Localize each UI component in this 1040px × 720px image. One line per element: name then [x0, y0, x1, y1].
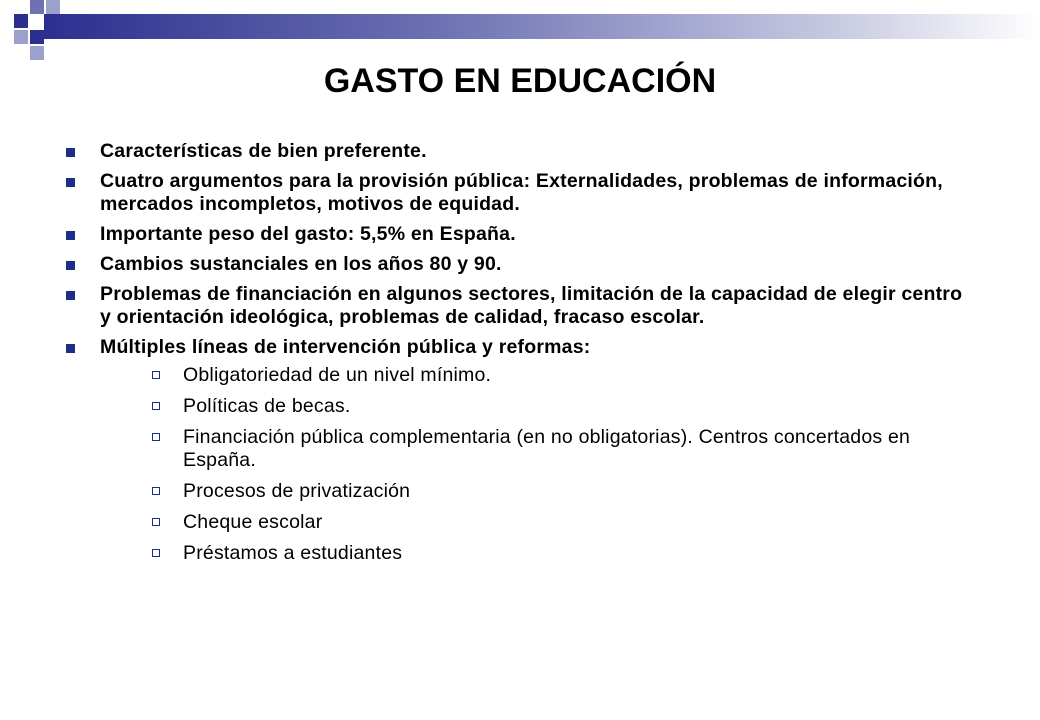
- bullet-text: Múltiples líneas de intervención pública y reformas:: [100, 336, 591, 358]
- decor-square: [14, 14, 28, 28]
- bullet-text: Cuatro argumentos para la provisión pública: Externalidades, problemas de información, mercados incompletos, motivos de equidad.: [100, 170, 943, 215]
- bullet-text: Importante peso del gasto: 5,5% en España.: [100, 223, 516, 245]
- decor-gradient-bar: [44, 14, 1040, 39]
- hollow-square-bullet-icon: [152, 371, 160, 379]
- list-item: [60, 170, 970, 216]
- list-item: [60, 223, 970, 246]
- hollow-square-bullet-icon: [152, 487, 160, 495]
- decor-square: [30, 46, 44, 60]
- sub-bullet-list: [100, 364, 970, 565]
- sub-bullet-text: Financiación pública complementaria (en no obligatorias). Centros concertados en España.: [183, 426, 911, 471]
- hollow-square-bullet-icon: [152, 518, 160, 526]
- sub-bullet-text: Cheque escolar: [183, 511, 323, 533]
- square-bullet-icon: [66, 231, 75, 240]
- slide-title: GASTO EN EDUCACIÓN: [323, 62, 717, 100]
- decor-square: [14, 30, 28, 44]
- square-bullet-icon: [66, 178, 75, 187]
- bullet-list: [60, 140, 970, 565]
- sub-list-item: [140, 395, 970, 418]
- hollow-square-bullet-icon: [152, 402, 160, 410]
- bullet-text: Problemas de financiación en algunos sectores, limitación de la capacidad de elegir centro y orientación ideológica, problemas de calidad, fracaso escolar.: [100, 283, 963, 328]
- bullet-text: Características de bien preferente.: [100, 140, 427, 162]
- list-item: [60, 140, 970, 163]
- decor-square: [30, 30, 44, 44]
- sub-list-item: [140, 542, 970, 565]
- header-decoration: [0, 0, 1040, 60]
- square-bullet-icon: [66, 344, 75, 353]
- decor-square: [46, 0, 60, 14]
- list-item: [60, 283, 970, 329]
- hollow-square-bullet-icon: [152, 549, 160, 557]
- sub-bullet-text: Procesos de privatización: [183, 480, 411, 502]
- square-bullet-icon: [66, 261, 75, 270]
- sub-list-item: [140, 426, 970, 472]
- sub-bullet-text: Obligatoriedad de un nivel mínimo.: [183, 364, 492, 386]
- sub-bullet-text: Políticas de becas.: [183, 395, 351, 417]
- slide-body: [60, 140, 970, 573]
- list-item: [60, 253, 970, 276]
- square-bullet-icon: [66, 291, 75, 300]
- hollow-square-bullet-icon: [152, 433, 160, 441]
- list-item: [60, 336, 970, 565]
- square-bullet-icon: [66, 148, 75, 157]
- bullet-text: Cambios sustanciales en los años 80 y 90.: [100, 253, 502, 275]
- sub-list-item: [140, 480, 970, 503]
- sub-list-item: [140, 364, 970, 387]
- sub-list-item: [140, 511, 970, 534]
- decor-square: [30, 0, 44, 14]
- sub-bullet-text: Préstamos a estudiantes: [183, 542, 403, 564]
